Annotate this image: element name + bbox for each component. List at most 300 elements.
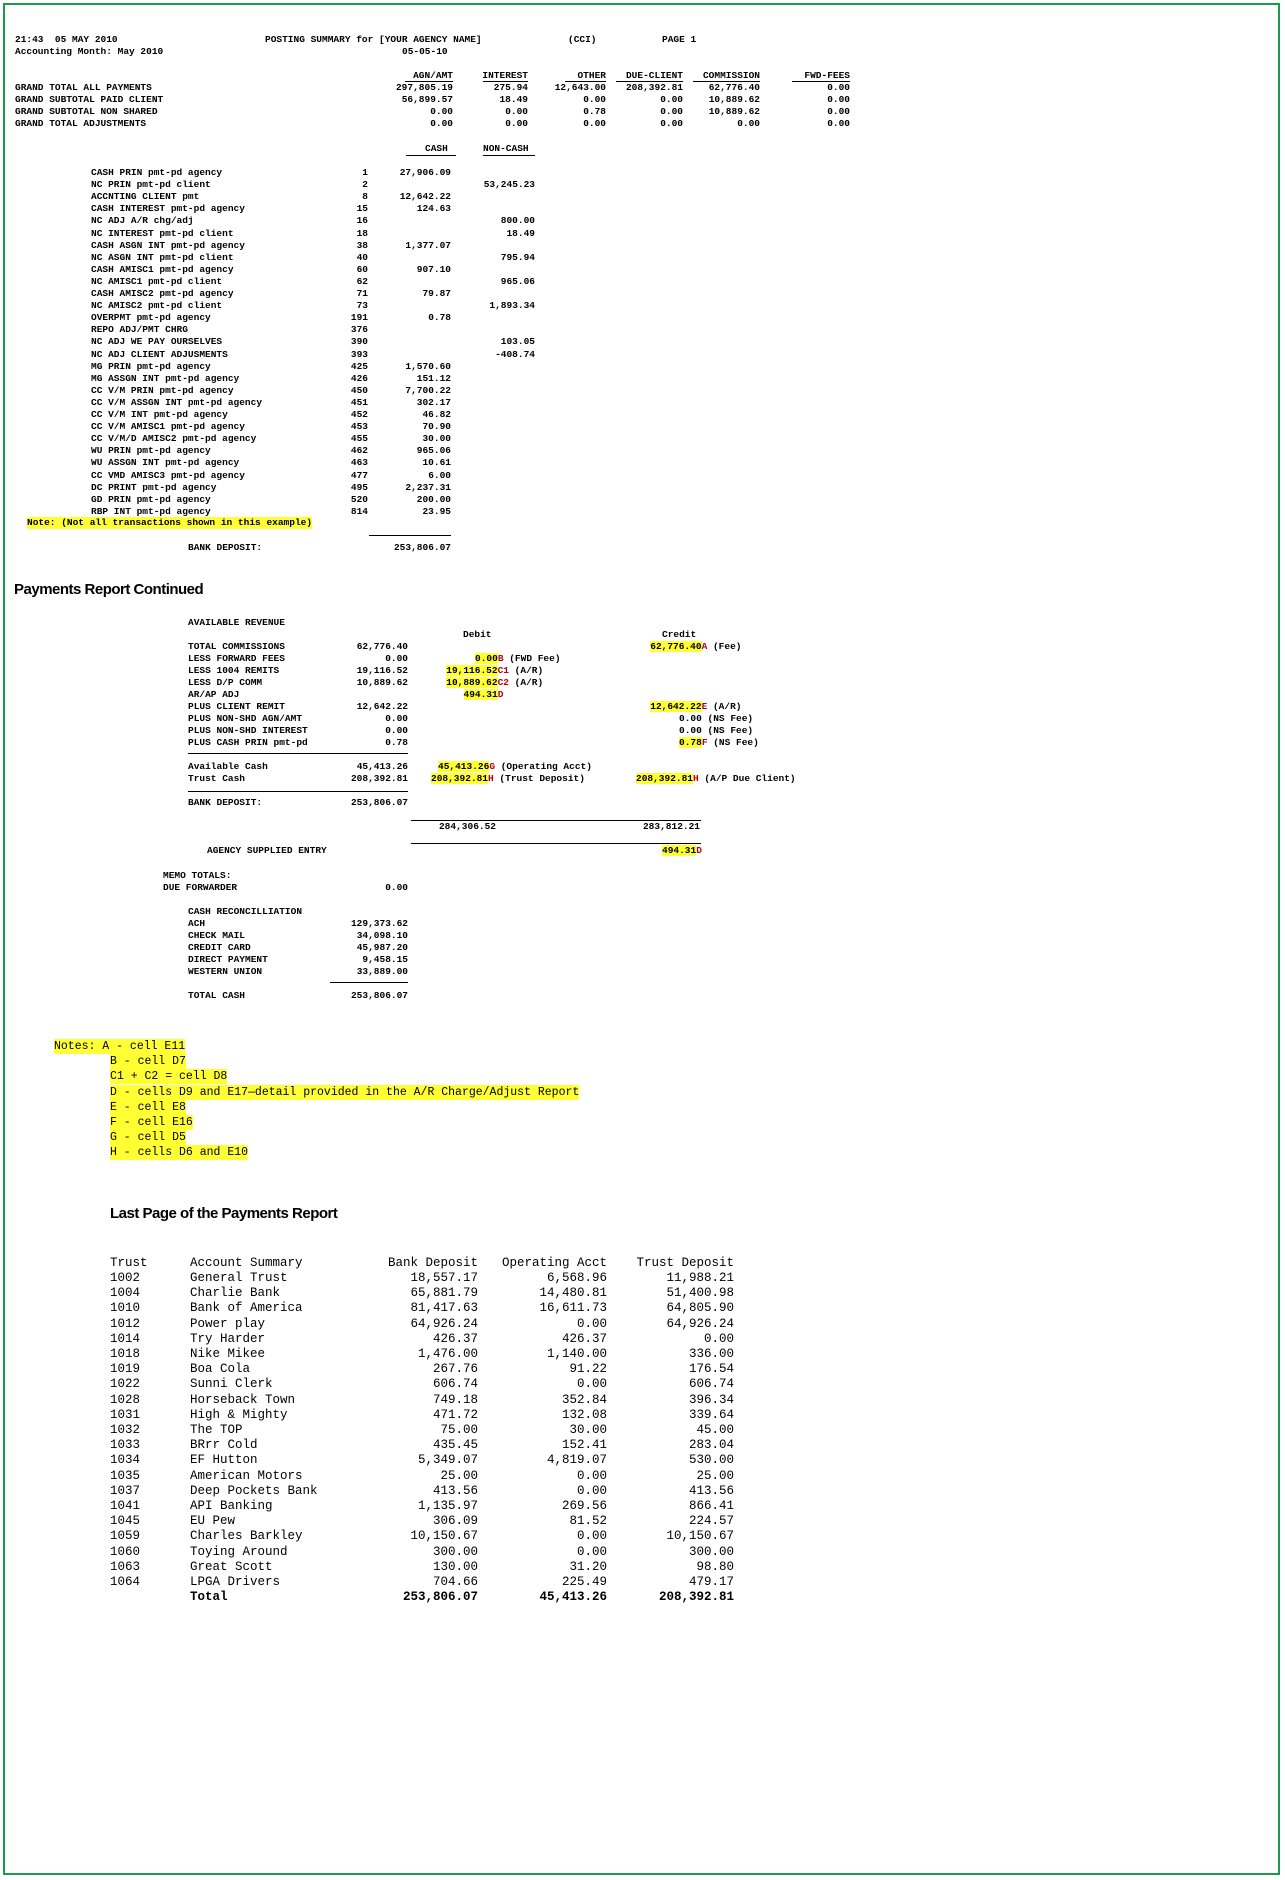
total-cash-label: TOTAL CASH xyxy=(188,990,246,1001)
due-forwarder-label: DUE FORWARDER xyxy=(163,882,238,893)
table-cell-account: Deep Pockets Bank xyxy=(190,1483,318,1498)
table-cell-amount: 91.22 xyxy=(569,1362,607,1377)
table-header: Trust Deposit xyxy=(636,1256,734,1270)
table-cell-account: American Motors xyxy=(190,1468,303,1483)
table-cell-amount: 81.52 xyxy=(569,1514,607,1529)
revenue-label: PLUS NON-SHD AGN/AMT xyxy=(188,713,303,724)
agency-code: (CCI) xyxy=(568,34,597,45)
note-line: B - cell D7 xyxy=(110,1055,186,1069)
transaction-code: 376 xyxy=(350,324,368,336)
transaction-label: CC V/M PRIN pmt-pd agency xyxy=(91,384,234,396)
table-cell-amount: 16,611.73 xyxy=(539,1301,607,1316)
transaction-code: 426 xyxy=(350,372,368,384)
credit-cell: 62,776.40A (Fee) xyxy=(650,641,742,652)
table-cell-amount: 435.45 xyxy=(432,1438,478,1453)
table-cell-trust: 1022 xyxy=(110,1377,141,1392)
column-underline xyxy=(406,155,456,156)
grand-total-value: 0.00 xyxy=(660,106,683,117)
transaction-cash: 6.00 xyxy=(428,469,451,481)
table-cell-amount: 10,150.67 xyxy=(666,1529,734,1544)
available-cash-label: Available Cash xyxy=(188,761,268,772)
cash-recon-label: WESTERN UNION xyxy=(188,966,263,977)
table-cell-amount: 225.49 xyxy=(561,1575,607,1589)
table-cell-amount: 0.00 xyxy=(576,1529,607,1544)
due-forwarder-value: 0.00 xyxy=(385,882,408,893)
revenue-label: PLUS CLIENT REMIT xyxy=(188,701,285,712)
transaction-label: NC ASGN INT pmt-pd client xyxy=(91,251,234,263)
grand-total-value: 208,392.81 xyxy=(625,82,683,93)
table-cell-trust: 1034 xyxy=(110,1453,141,1468)
revenue-label: LESS FORWARD FEES xyxy=(188,653,285,664)
revenue-amount: 0.00 xyxy=(385,653,408,664)
grand-totals-header: OTHER xyxy=(577,70,606,81)
transaction-cash: 965.06 xyxy=(416,445,451,457)
table-cell-amount: 396.34 xyxy=(688,1392,734,1407)
table-cell-amount: 336.00 xyxy=(688,1347,734,1361)
table-cell-amount: 130.00 xyxy=(432,1559,478,1574)
table-cell-amount: 14,480.81 xyxy=(539,1286,607,1301)
table-cell-amount: 413.56 xyxy=(432,1483,478,1498)
cash-recon-value: 129,373.62 xyxy=(350,918,408,929)
table-cell-amount: 25.00 xyxy=(440,1468,478,1483)
table-cell-trust: 1037 xyxy=(110,1483,141,1498)
cash-recon-label: CHECK MAIL xyxy=(188,930,246,941)
table-cell-amount: 267.76 xyxy=(432,1362,478,1377)
transaction-label: CASH INTEREST pmt-pd agency xyxy=(91,203,245,215)
trust-cash-amount: 208,392.81 xyxy=(350,773,408,784)
report-date: 05-05-10 xyxy=(402,46,448,57)
revenue-label: AR/AP ADJ xyxy=(188,689,240,700)
transaction-cash: 23.95 xyxy=(422,505,451,517)
memo-totals-label: MEMO TOTALS: xyxy=(163,870,232,881)
transaction-cash: 70.90 xyxy=(422,421,451,433)
report-title: POSTING SUMMARY for [YOUR AGENCY NAME] xyxy=(265,34,482,45)
note-line: H - cells D6 and E10 xyxy=(110,1146,249,1160)
transactions-note: Note: (Not all transactions shown in this example) xyxy=(27,517,313,528)
transaction-noncash: 1,893.34 xyxy=(489,300,535,312)
debit-total: 284,306.52 xyxy=(438,821,496,832)
table-cell-trust: 1064 xyxy=(110,1575,141,1589)
grand-totals-header: FWD-FEES xyxy=(804,70,850,81)
table-cell-amount: 471.72 xyxy=(432,1407,478,1422)
revenue-amount: 12,642.22 xyxy=(356,701,408,712)
available-cash-debit-cell: 45,413.26G (Operating Acct) xyxy=(438,761,592,772)
trust-cash-credit-cell: 208,392.81H (A/P Due Client) xyxy=(636,773,796,784)
table-cell-amount: 426.37 xyxy=(432,1331,478,1346)
note-line: D - cells D9 and E17—detail provided in the A/R Charge/Adjust Report xyxy=(110,1085,580,1099)
transaction-label: NC AMISC2 pmt-pd client xyxy=(91,300,223,312)
table-cell-account: BRrr Cold xyxy=(190,1438,258,1453)
table-cell-amount: 65,881.79 xyxy=(410,1286,478,1301)
table-cell-account: Nike Mikee xyxy=(190,1347,266,1361)
table-cell-amount: 300.00 xyxy=(432,1544,478,1559)
table-cell-amount: 4,819.07 xyxy=(546,1453,607,1468)
cash-recon-label: DIRECT PAYMENT xyxy=(188,954,268,965)
revenue-label: PLUS NON-SHD INTEREST xyxy=(188,725,308,736)
noncash-column-header: NON-CASH xyxy=(483,143,529,154)
table-cell-trust: 1060 xyxy=(110,1544,141,1559)
grand-totals-header: AGN/AMT xyxy=(413,70,453,81)
grand-total-value: 0.00 xyxy=(737,118,760,129)
table-cell-trust: 1018 xyxy=(110,1347,141,1361)
transaction-noncash: 53,245.23 xyxy=(483,179,535,191)
table-cell-amount: 6,568.96 xyxy=(546,1271,607,1285)
table-cell-amount: 530.00 xyxy=(688,1453,734,1468)
transaction-code: 16 xyxy=(356,215,368,227)
grand-total-value: 62,776.40 xyxy=(708,82,760,93)
debit-cell: 19,116.52C1 (A/R) xyxy=(446,665,544,676)
transaction-label: NC INTEREST pmt-pd client xyxy=(91,227,234,239)
accounting-month: Accounting Month: May 2010 xyxy=(15,46,164,57)
agency-entry-rule xyxy=(411,843,701,844)
table-cell-trust: 1035 xyxy=(110,1468,141,1483)
section2-bank-deposit-value: 253,806.07 xyxy=(350,797,408,808)
cash-recon-label: CREDIT CARD xyxy=(188,942,251,953)
transaction-cash: 1,377.07 xyxy=(405,239,451,251)
transaction-code: 191 xyxy=(350,312,368,324)
table-cell-amount: 81,417.63 xyxy=(410,1301,478,1316)
transaction-cash: 0.78 xyxy=(428,312,451,324)
grand-total-value: 0.00 xyxy=(583,94,606,105)
grand-total-value: 18.49 xyxy=(499,94,528,105)
credit-cell: 0.78F (NS Fee) xyxy=(679,737,759,748)
section-title-payments-continued: Payments Report Continued xyxy=(14,581,204,598)
transaction-cash: 151.12 xyxy=(416,372,451,384)
available-cash-amount: 45,413.26 xyxy=(356,761,408,772)
transaction-code: 452 xyxy=(350,409,368,420)
table-cell-trust: 1012 xyxy=(110,1316,141,1331)
transaction-code: 60 xyxy=(356,263,368,275)
trust-cash-debit-cell: 208,392.81H (Trust Deposit) xyxy=(431,773,585,784)
transaction-label: CC VMD AMISC3 pmt-pd agency xyxy=(91,469,245,481)
grand-totals-header: INTEREST xyxy=(482,70,528,81)
transaction-label: NC ADJ WE PAY OURSELVES xyxy=(91,336,223,348)
bank-deposit-label: BANK DEPOSIT: xyxy=(188,542,263,553)
table-cell-account: LPGA Drivers xyxy=(190,1575,281,1589)
transaction-noncash: -408.74 xyxy=(495,348,535,360)
transaction-label: ACCNTING CLIENT pmt xyxy=(91,191,200,203)
table-cell-amount: 283.04 xyxy=(688,1438,734,1453)
transaction-label: CASH AMISC1 pmt-pd agency xyxy=(91,263,234,275)
table-cell-amount: 11,988.21 xyxy=(666,1271,734,1285)
grand-total-value: 0.00 xyxy=(505,106,528,117)
transaction-label: WU ASSGN INT pmt-pd agency xyxy=(91,457,240,469)
transaction-label: NC ADJ CLIENT ADJUSMENTS xyxy=(91,348,228,360)
total-cash-rule xyxy=(330,982,408,983)
agency-entry-cell: 494.31D xyxy=(662,845,702,856)
grand-total-value: 0.00 xyxy=(660,118,683,129)
grand-total-value: 275.94 xyxy=(493,82,528,93)
grand-total-value: 0.00 xyxy=(430,118,453,129)
table-cell-account: The TOP xyxy=(190,1423,243,1437)
grand-total-value: 10,889.62 xyxy=(708,106,760,117)
table-cell-account: Try Harder xyxy=(190,1331,266,1346)
table-cell-amount: 25.00 xyxy=(696,1468,734,1483)
credit-cell: 0.00 (NS Fee) xyxy=(679,713,754,724)
revenue-label: LESS 1004 REMITS xyxy=(188,665,280,676)
grand-total-value: 12,643.00 xyxy=(554,82,606,93)
transaction-code: 477 xyxy=(350,469,368,481)
transaction-code: 62 xyxy=(356,275,368,287)
section2-bank-deposit-label: BANK DEPOSIT: xyxy=(188,797,263,808)
trust-cash-label: Trust Cash xyxy=(188,773,246,784)
table-cell-amount: 306.09 xyxy=(432,1514,478,1529)
transaction-cash: 79.87 xyxy=(422,288,451,299)
table-cell-amount: 300.00 xyxy=(688,1544,734,1559)
table-cell-trust: 1019 xyxy=(110,1362,141,1377)
cash-recon-value: 45,987.20 xyxy=(356,942,408,953)
table-cell-trust: 1004 xyxy=(110,1286,141,1301)
table-cell-amount: 0.00 xyxy=(576,1316,607,1331)
transaction-cash: 2,237.31 xyxy=(405,481,451,493)
table-cell-amount: 1,135.97 xyxy=(417,1499,478,1513)
grand-total-value: 0.00 xyxy=(583,118,606,129)
transaction-code: 453 xyxy=(350,421,368,433)
table-cell-amount: 176.54 xyxy=(688,1362,734,1377)
page-number: PAGE 1 xyxy=(662,34,697,45)
revenue-rule xyxy=(188,753,408,754)
agency-entry-label: AGENCY SUPPLIED ENTRY xyxy=(207,845,327,856)
transaction-cash: 200.00 xyxy=(416,493,451,505)
table-cell-account: API Banking xyxy=(190,1499,273,1513)
transaction-code: 463 xyxy=(350,457,368,469)
table-cell-amount: 18,557.17 xyxy=(410,1271,478,1285)
table-header: Trust xyxy=(110,1256,148,1270)
transaction-code: 1 xyxy=(362,167,368,178)
table-cell-account: Sunni Clerk xyxy=(190,1377,273,1392)
debit-cell: 10,889.62C2 (A/R) xyxy=(446,677,544,688)
table-cell-trust: 1045 xyxy=(110,1514,141,1529)
transaction-noncash: 795.94 xyxy=(500,251,535,263)
table-cell-amount: 339.64 xyxy=(688,1407,734,1422)
transaction-code: 455 xyxy=(350,433,368,445)
table-cell-trust: 1059 xyxy=(110,1529,141,1544)
transaction-code: 520 xyxy=(350,493,368,505)
table-cell-amount: 64,805.90 xyxy=(666,1301,734,1316)
debit-cell: 494.31D xyxy=(463,689,504,700)
revenue-amount: 0.00 xyxy=(385,725,408,736)
cash-recon-value: 9,458.15 xyxy=(362,954,408,965)
table-cell-amount: 98.80 xyxy=(696,1559,734,1574)
table-cell-account: Bank of America xyxy=(190,1301,303,1316)
table-cell-amount: 0.00 xyxy=(576,1483,607,1498)
cash-recon-label: ACH xyxy=(188,918,206,929)
table-cell-account: General Trust xyxy=(190,1271,288,1285)
transaction-label: CC V/M ASSGN INT pmt-pd agency xyxy=(91,396,263,408)
transaction-noncash: 103.05 xyxy=(500,336,535,348)
table-cell-amount: 75.00 xyxy=(440,1423,478,1437)
transaction-cash: 27,906.09 xyxy=(399,167,451,178)
transaction-code: 40 xyxy=(356,251,368,263)
grand-total-value: 0.78 xyxy=(583,106,606,117)
grand-total-label: GRAND TOTAL ADJUSTMENTS xyxy=(15,118,147,129)
transaction-code: 390 xyxy=(350,336,368,348)
transaction-code: 462 xyxy=(350,445,368,457)
available-revenue-heading: AVAILABLE REVENUE xyxy=(188,617,285,628)
table-cell-amount: 606.74 xyxy=(688,1377,734,1392)
transaction-code: 393 xyxy=(350,348,368,360)
table-cell-amount: 0.00 xyxy=(703,1331,734,1346)
table-cell-amount: 224.57 xyxy=(688,1514,734,1529)
table-total-amount: 208,392.81 xyxy=(658,1590,734,1605)
table-cell-trust: 1041 xyxy=(110,1499,141,1513)
transaction-code: 451 xyxy=(350,396,368,408)
table-total-amount: 45,413.26 xyxy=(539,1590,607,1605)
transaction-cash: 12,642.22 xyxy=(399,191,451,203)
table-cell-account: Charlie Bank xyxy=(190,1286,281,1301)
grand-total-label: GRAND SUBTOTAL PAID CLIENT xyxy=(15,94,164,105)
transaction-cash: 124.63 xyxy=(416,203,451,215)
note-line: Notes: A - cell E11 xyxy=(54,1040,186,1053)
transaction-code: 8 xyxy=(362,191,368,203)
revenue-amount: 10,889.62 xyxy=(356,677,408,688)
revenue-amount: 19,116.52 xyxy=(356,665,408,676)
grand-total-value: 0.00 xyxy=(505,118,528,129)
transaction-label: NC ADJ A/R chg/adj xyxy=(91,215,194,227)
total-cash-value: 253,806.07 xyxy=(350,990,408,1001)
transaction-label: NC PRIN pmt-pd client xyxy=(91,179,211,191)
table-cell-amount: 64,926.24 xyxy=(666,1316,734,1331)
grand-total-value: 0.00 xyxy=(430,106,453,117)
table-cell-amount: 0.00 xyxy=(576,1377,607,1392)
table-cell-amount: 1,476.00 xyxy=(417,1347,478,1361)
transaction-label: CC V/M INT pmt-pd agency xyxy=(91,409,228,420)
revenue-amount: 62,776.40 xyxy=(356,641,408,652)
table-cell-account: EF Hutton xyxy=(190,1453,258,1468)
table-cell-amount: 479.17 xyxy=(688,1575,734,1589)
table-header: Account Summary xyxy=(190,1256,303,1270)
transaction-label: CC V/M AMISC1 pmt-pd agency xyxy=(91,421,245,433)
table-cell-trust: 1031 xyxy=(110,1407,141,1422)
table-header: Operating Acct xyxy=(501,1256,607,1270)
debit-cell: 0.00B (FWD Fee) xyxy=(475,653,561,664)
transaction-noncash: 800.00 xyxy=(500,215,535,227)
table-cell-account: EU Pew xyxy=(190,1514,236,1529)
table-cell-account: Horseback Town xyxy=(190,1392,296,1407)
note-line: E - cell E8 xyxy=(110,1100,186,1114)
transaction-code: 495 xyxy=(350,481,368,493)
table-total-amount: 253,806.07 xyxy=(402,1590,478,1605)
grand-totals-header: DUE-CLIENT xyxy=(625,70,683,81)
grand-total-value: 0.00 xyxy=(827,82,850,93)
credit-header: Credit xyxy=(662,629,697,640)
table-cell-amount: 413.56 xyxy=(688,1483,734,1498)
section-title-last-page: Last Page of the Payments Report xyxy=(110,1205,338,1222)
table-cell-trust: 1014 xyxy=(110,1331,141,1346)
table-cell-account: Power play xyxy=(190,1316,266,1331)
table-cell-account: Boa Cola xyxy=(190,1362,251,1377)
grand-total-value: 0.00 xyxy=(660,94,683,105)
table-cell-amount: 866.41 xyxy=(688,1499,734,1513)
transaction-label: MG PRIN pmt-pd agency xyxy=(91,360,211,372)
transaction-label: WU PRIN pmt-pd agency xyxy=(91,445,211,457)
bank-deposit-value: 253,806.07 xyxy=(393,542,451,553)
transaction-cash: 1,570.60 xyxy=(405,360,451,372)
grand-total-label: GRAND SUBTOTAL NON SHARED xyxy=(15,106,158,117)
revenue-amount: 0.00 xyxy=(385,713,408,724)
grand-total-label: GRAND TOTAL ALL PAYMENTS xyxy=(15,82,152,93)
transaction-label: REPO ADJ/PMT CHRG xyxy=(91,324,188,336)
transaction-label: CASH AMISC2 pmt-pd agency xyxy=(91,288,234,299)
table-cell-amount: 0.00 xyxy=(576,1544,607,1559)
transaction-label: OVERPMT pmt-pd agency xyxy=(91,312,211,324)
grand-total-value: 297,805.19 xyxy=(395,82,453,93)
transaction-label: CASH PRIN pmt-pd agency xyxy=(91,167,223,178)
revenue-label: PLUS CASH PRIN pmt-pd xyxy=(188,737,308,748)
transaction-code: 450 xyxy=(350,384,368,396)
table-header: Bank Deposit xyxy=(387,1256,478,1270)
transaction-label: GD PRIN pmt-pd agency xyxy=(91,493,211,505)
credit-cell: 0.00 (NS Fee) xyxy=(679,725,754,736)
note-line: C1 + C2 = cell D8 xyxy=(110,1070,228,1084)
table-cell-amount: 1,140.00 xyxy=(546,1347,607,1361)
credit-total: 283,812.21 xyxy=(642,821,700,832)
table-cell-account: Great Scott xyxy=(190,1559,273,1574)
table-cell-account: Charles Barkley xyxy=(190,1529,303,1544)
transaction-label: CASH ASGN INT pmt-pd agency xyxy=(91,239,245,251)
revenue-amount: 0.78 xyxy=(385,737,408,748)
total-rule xyxy=(369,535,451,536)
transaction-noncash: 18.49 xyxy=(506,227,535,239)
cash-column-header: CASH xyxy=(425,143,448,154)
transaction-cash: 10.61 xyxy=(422,457,451,469)
table-cell-trust: 1028 xyxy=(110,1392,141,1407)
note-line: G - cell D5 xyxy=(110,1131,186,1145)
table-cell-trust: 1010 xyxy=(110,1301,141,1316)
table-total-label: Total xyxy=(190,1590,228,1605)
cash-recon-value: 34,098.10 xyxy=(356,930,408,941)
transaction-code: 15 xyxy=(356,203,368,215)
table-cell-amount: 426.37 xyxy=(561,1331,607,1346)
table-cell-amount: 30.00 xyxy=(569,1423,607,1437)
revenue-label: LESS D/P COMM xyxy=(188,677,263,688)
transaction-cash: 7,700.22 xyxy=(405,384,451,396)
cash-recon-title: CASH RECONCILLIATION xyxy=(188,906,303,917)
transaction-label: NC AMISC1 pmt-pd client xyxy=(91,275,223,287)
grand-total-value: 10,889.62 xyxy=(708,94,760,105)
table-cell-amount: 704.66 xyxy=(432,1575,478,1589)
table-cell-account: High & Mighty xyxy=(190,1407,288,1422)
grand-total-value: 0.00 xyxy=(827,94,850,105)
table-cell-amount: 5,349.07 xyxy=(417,1453,478,1468)
transaction-label: CC V/M/D AMISC2 pmt-pd agency xyxy=(91,433,257,445)
table-cell-amount: 749.18 xyxy=(432,1392,478,1407)
table-cell-trust: 1033 xyxy=(110,1438,141,1453)
grand-total-value: 0.00 xyxy=(827,106,850,117)
transaction-code: 425 xyxy=(350,360,368,372)
table-cell-amount: 152.41 xyxy=(561,1438,607,1453)
transaction-cash: 46.82 xyxy=(422,409,451,420)
column-underline xyxy=(483,155,535,156)
credit-cell: 12,642.22E (A/R) xyxy=(650,701,742,712)
cash-recon-value: 33,889.00 xyxy=(356,966,408,977)
table-cell-amount: 45.00 xyxy=(696,1423,734,1437)
table-cell-amount: 269.56 xyxy=(561,1499,607,1513)
transaction-label: DC PRINT pmt-pd agency xyxy=(91,481,217,493)
table-cell-account: Toying Around xyxy=(190,1544,288,1559)
transaction-code: 38 xyxy=(356,239,368,251)
transaction-cash: 30.00 xyxy=(422,433,451,445)
grand-totals-header: COMMISSION xyxy=(702,70,760,81)
table-cell-amount: 132.08 xyxy=(561,1407,607,1422)
transaction-cash: 907.10 xyxy=(416,263,451,275)
table-cell-amount: 51,400.98 xyxy=(666,1286,734,1301)
transaction-label: MG ASSGN INT pmt-pd agency xyxy=(91,372,240,384)
table-cell-amount: 606.74 xyxy=(432,1377,478,1392)
table-cell-amount: 0.00 xyxy=(576,1468,607,1483)
debit-header: Debit xyxy=(463,629,492,640)
transaction-noncash: 965.06 xyxy=(500,275,535,287)
